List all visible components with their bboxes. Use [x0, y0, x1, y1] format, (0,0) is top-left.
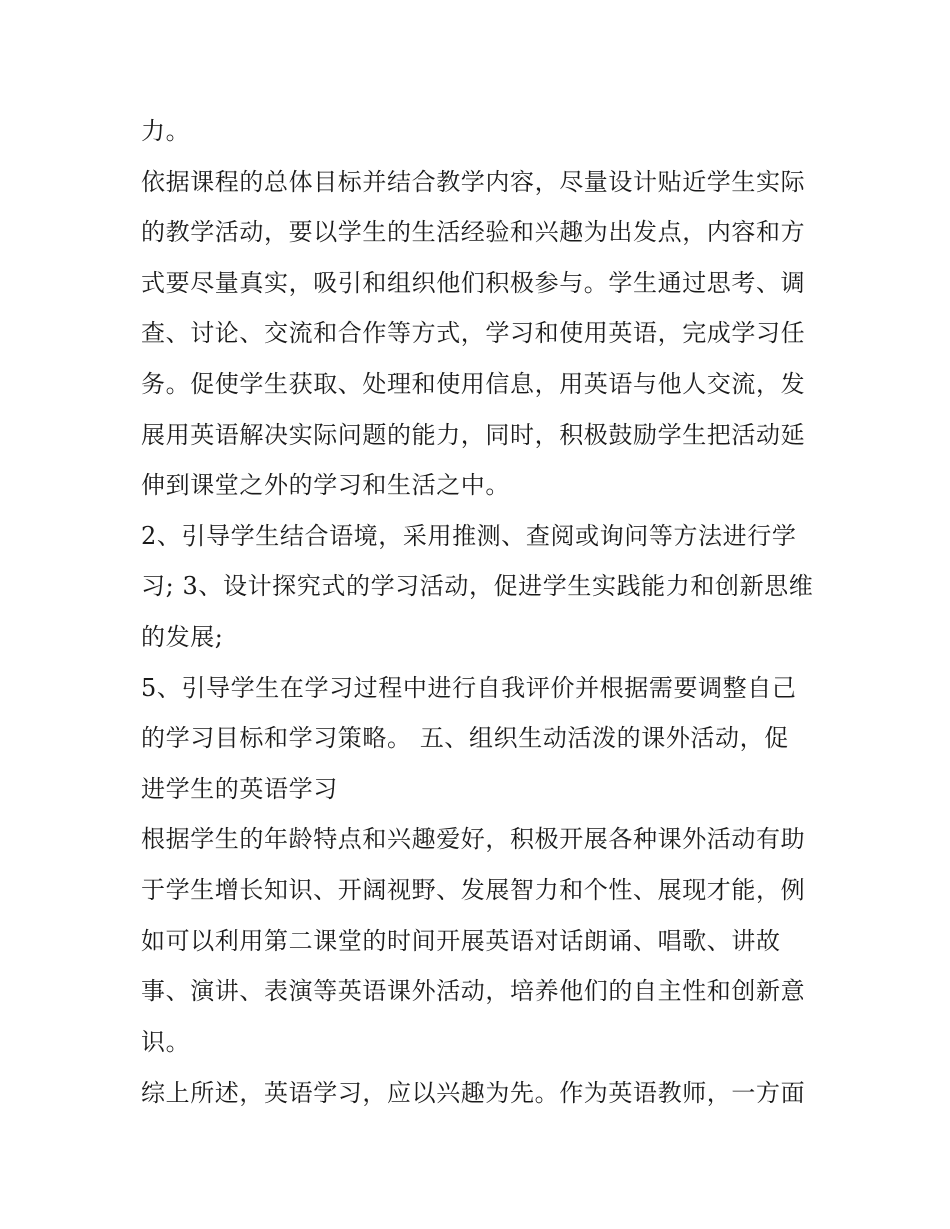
text-line: 5、引导学生在学习过程中进行自我评价并根据需要调整自己: [141, 674, 797, 702]
text-line: 识。: [141, 1028, 191, 1056]
text-line: 的教学活动，要以学生的生活经验和兴趣为出发点，内容和方: [141, 218, 806, 246]
text-line: 习; 3、设计探究式的学习活动，促进学生实践能力和创新思维: [141, 572, 814, 600]
text-line: 查、讨论、交流和合作等方式，学习和使用英语，完成学习任: [141, 319, 806, 347]
text-line: 如可以利用第二课堂的时间开展英语对话朗诵、唱歌、讲故: [141, 927, 781, 955]
text-line: 式要尽量真实，吸引和组织他们积极参与。学生通过思考、调: [141, 269, 806, 297]
text-line: 的学习目标和学习策略。 五、组织生动活泼的课外活动，促: [141, 724, 789, 752]
text-line: 事、演讲、表演等英语课外活动，培养他们的自主性和创新意: [141, 977, 806, 1005]
text-line: 力。: [141, 117, 191, 145]
text-line: 于学生增长知识、开阔视野、发展智力和个性、展现才能，例: [141, 876, 806, 904]
text-line: 2、引导学生结合语境，采用推测、查阅或询问等方法进行学: [141, 522, 797, 550]
text-line: 伸到课堂之外的学习和生活之中。: [141, 471, 510, 499]
text-line: 展用英语解决实际问题的能力，同时，积极鼓励学生把活动延: [141, 421, 806, 449]
text-line: 根据学生的年龄特点和兴趣爱好，积极开展各种课外活动有助: [141, 825, 806, 853]
text-line: 综上所述，英语学习，应以兴趣为先。作为英语教师，一方面: [141, 1079, 806, 1107]
text-line: 务。促使学生获取、处理和使用信息，用英语与他人交流，发: [141, 370, 806, 398]
text-line: 依据课程的总体目标并结合教学内容，尽量设计贴近学生实际: [141, 168, 806, 196]
text-line: 进学生的英语学习: [141, 775, 338, 803]
text-line: 的发展;: [141, 623, 224, 651]
